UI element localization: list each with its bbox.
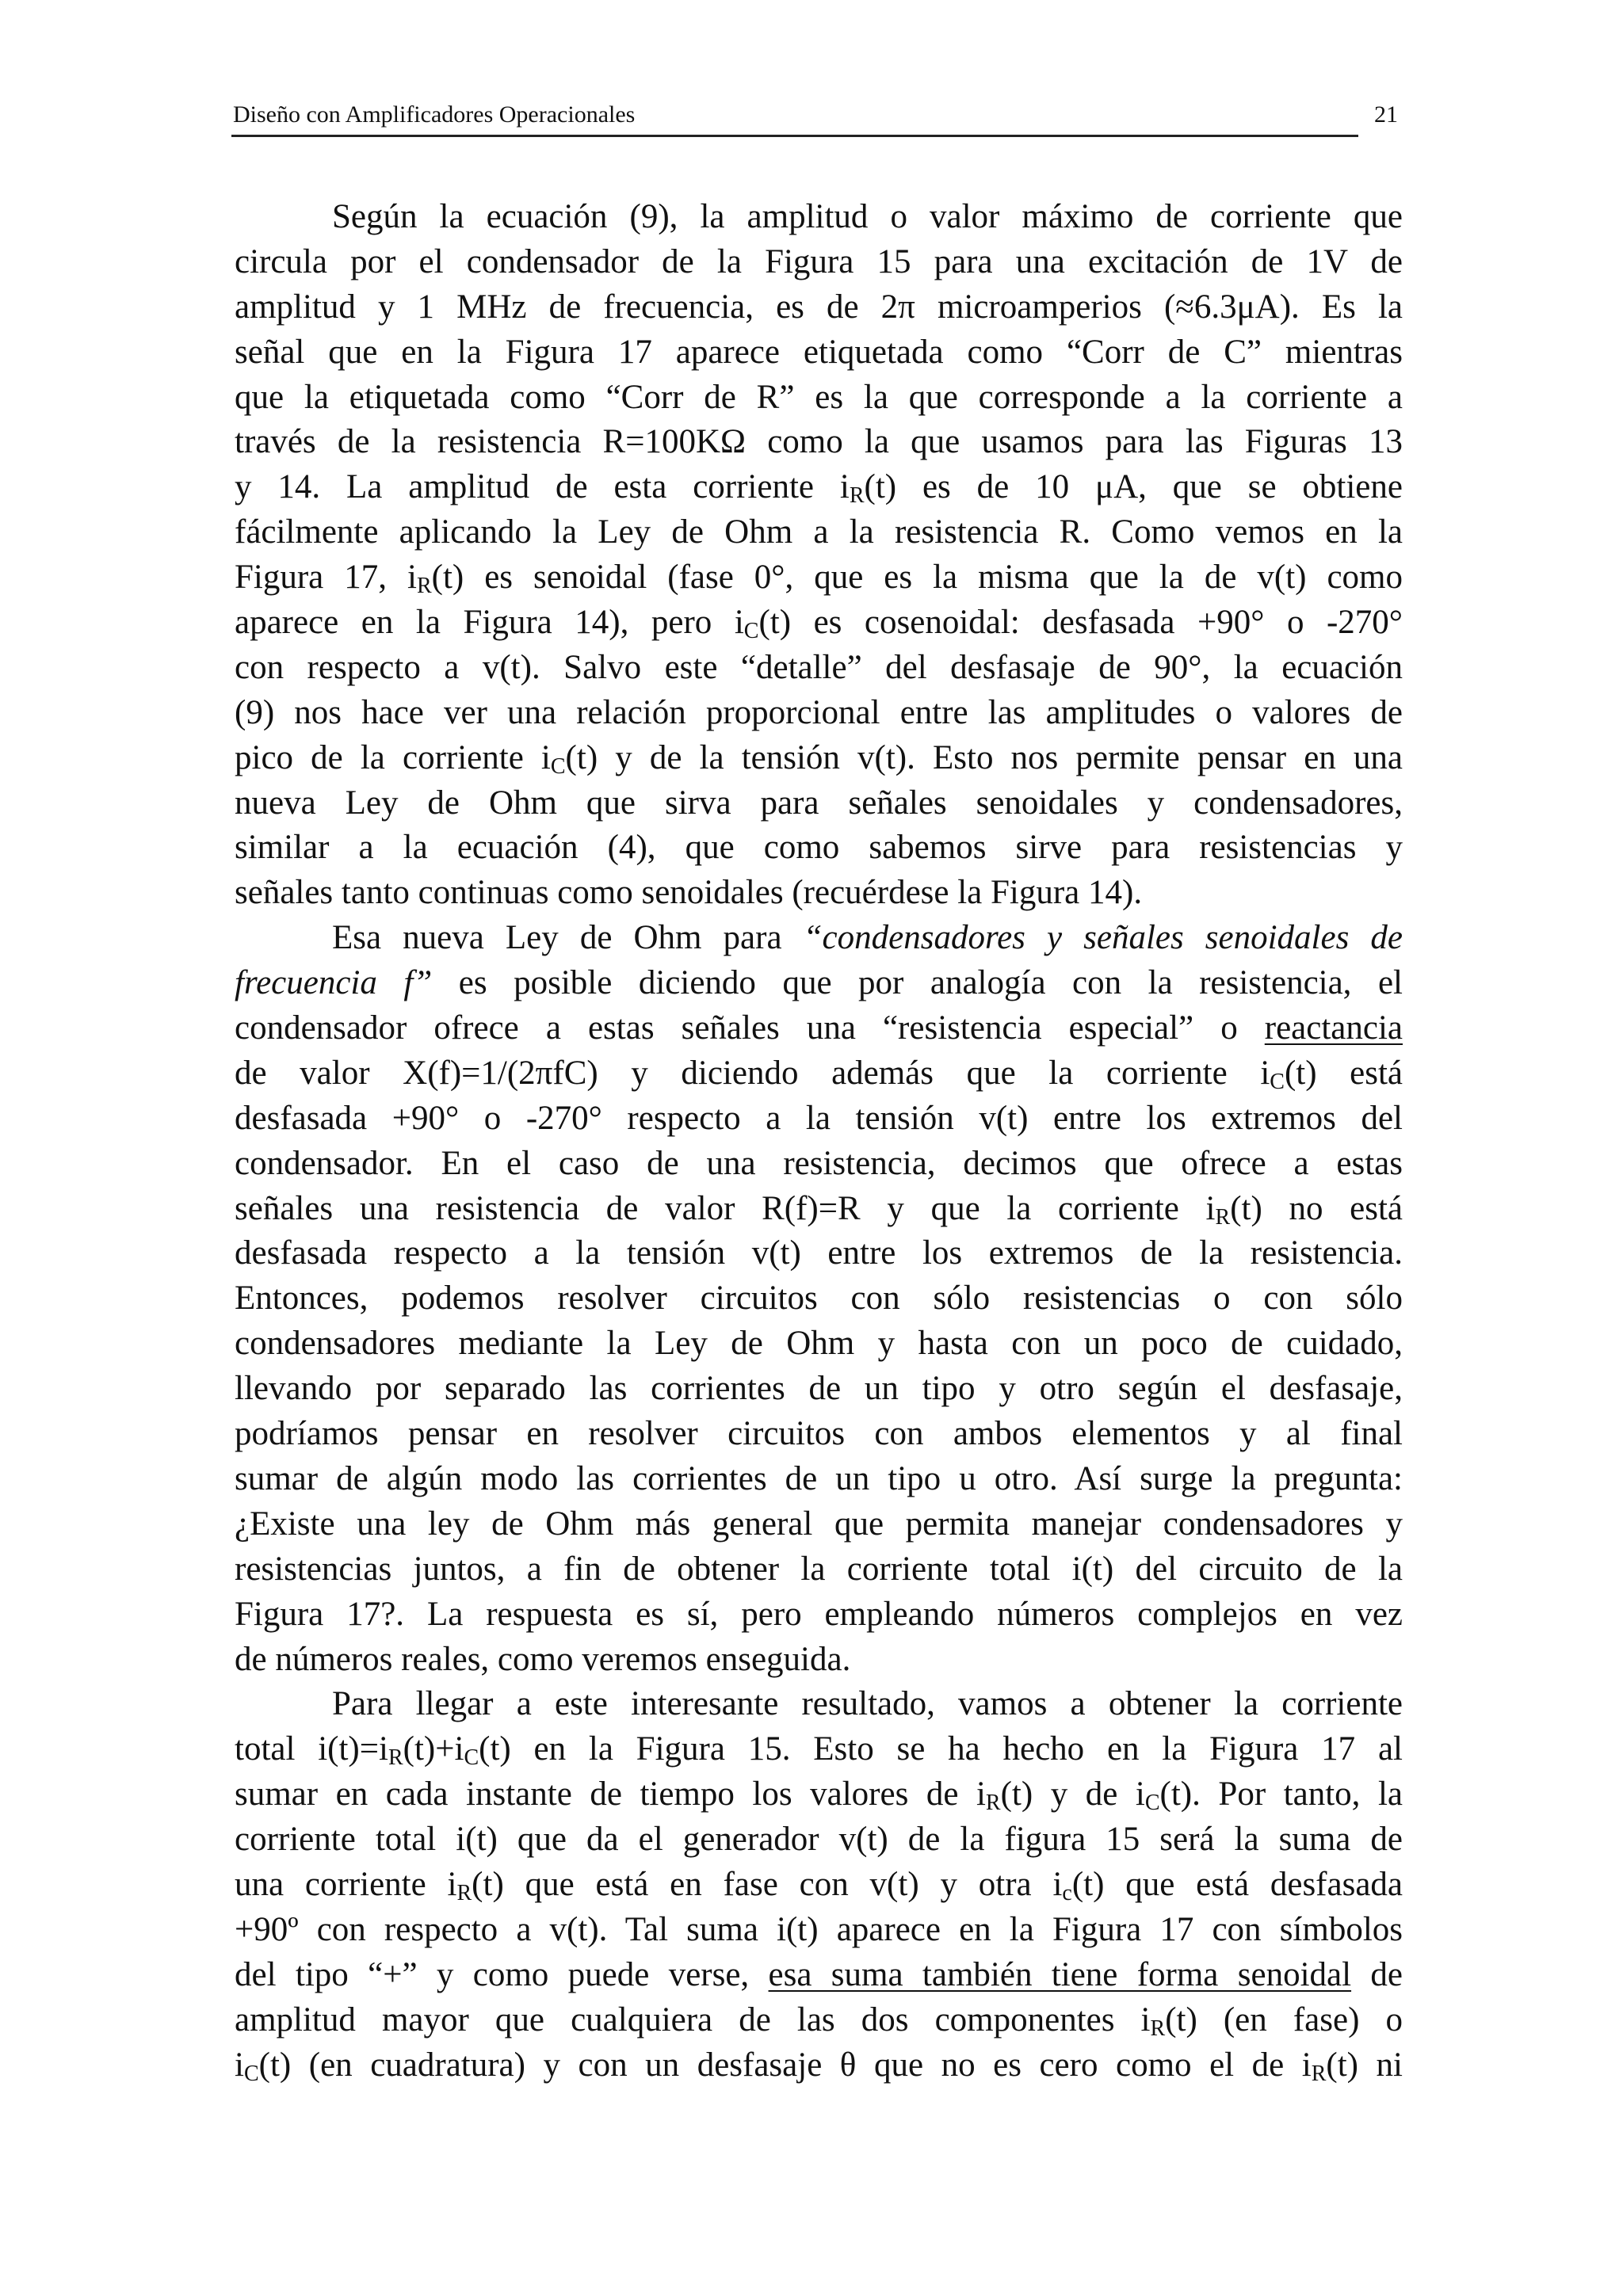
- text-line: que la etiquetada como “Corr de R” es la que corresponde a la corriente a: [235, 378, 1403, 416]
- text-span: (t) y de la tensión v(t). Esto nos permite pensar en una: [565, 738, 1403, 776]
- text-span: (t) y de i: [1000, 1775, 1145, 1814]
- text-line: [235, 1006, 1403, 1051]
- running-header: [231, 93, 1398, 137]
- text-span: i: [235, 2046, 244, 2084]
- subscript: C: [743, 619, 759, 644]
- text-span: es posible diciendo que por analogía con la resistencia, el: [432, 964, 1403, 1002]
- text-line: corriente total i(t) que da el generador v(t) de la figura 15 será la suma de: [235, 1821, 1403, 1859]
- body-text: [235, 195, 1403, 2088]
- subscript: R: [849, 483, 865, 509]
- header-title: Diseño con Amplificadores Operacionales: [233, 101, 636, 128]
- text-line: [235, 736, 1403, 781]
- text-line: fácilmente aplicando la Ley de Ohm a la resistencia R. Como vemos en la: [235, 513, 1403, 551]
- text-span: sumar en cada instante de tiempo los valores de i: [235, 1775, 986, 1814]
- subscript: C: [550, 753, 566, 779]
- text-line: [235, 1953, 1403, 1998]
- text-span: condensador ofrece a estas señales una “resistencia especial” o: [235, 1009, 1265, 1047]
- text-line: [235, 555, 1403, 601]
- text-line: [235, 1772, 1403, 1817]
- subscript: R: [1150, 2016, 1166, 2041]
- text-span: (t) no está: [1230, 1189, 1403, 1227]
- text-span: pico de la corriente i: [235, 738, 551, 776]
- underlined-text: esa suma también tiene forma senoidal: [768, 1955, 1352, 1993]
- text-line: [235, 465, 1403, 510]
- text-line: [235, 1998, 1403, 2043]
- text-span: (t) está: [1284, 1054, 1403, 1092]
- subscript: R: [1215, 1204, 1231, 1230]
- text-span: aparece en la Figura 14), pero i: [235, 604, 744, 642]
- italic-text: “condensadores y señales senoidales de: [803, 919, 1403, 957]
- text-span: señales una resistencia de valor R(f)=R y que la corriente i: [235, 1189, 1216, 1227]
- text-span: (t) (en cuadratura) y con un desfasaje θ que no es cero como el de i: [258, 2046, 1312, 2084]
- text-span: y 14. La amplitud de esta corriente i: [235, 468, 850, 506]
- text-line: señales tanto continuas como senoidales (recuérdese la Figura 14).: [235, 874, 1143, 912]
- text-line: [235, 1727, 1403, 1772]
- text-span: Figura 17, i: [235, 559, 417, 597]
- text-span: (t) es de 10 μA, que se obtiene: [864, 468, 1403, 506]
- text-line: podríamos pensar en resolver circuitos con ambos elementos y al final: [235, 1415, 1403, 1453]
- text-span: una corriente i: [235, 1865, 457, 1903]
- subscript: c: [1062, 1880, 1072, 1905]
- text-line: similar a la ecuación (4), que como sabemos sirve para resistencias y: [235, 829, 1403, 867]
- subscript: R: [456, 1880, 472, 1905]
- text-line: [235, 916, 1403, 961]
- text-span: Esa nueva Ley de Ohm para: [332, 919, 804, 957]
- text-span: total i(t)=i: [235, 1730, 388, 1768]
- text-span: del tipo “+” y como puede verse,: [235, 1955, 769, 1993]
- text-line: (9) nos hace ver una relación proporcional entre las amplitudes o valores de: [235, 693, 1403, 731]
- italic-text: frecuencia f”: [235, 964, 433, 1002]
- text-line: [235, 1863, 1403, 1908]
- subscript: R: [985, 1791, 1001, 1816]
- underlined-text: reactancia: [1264, 1009, 1403, 1047]
- text-line: sumar de algún modo las corrientes de un tipo u otro. Así surge la pregunta:: [235, 1459, 1403, 1497]
- text-line: condensadores mediante la Ley de Ohm y hasta con un poco de cuidado,: [235, 1325, 1403, 1363]
- text-line: nueva Ley de Ohm que sirva para señales senoidales y condensadores,: [235, 784, 1403, 822]
- text-span: (t). Por tanto, la: [1159, 1775, 1403, 1814]
- text-line: [235, 601, 1403, 646]
- text-line: [235, 961, 1403, 1006]
- text-line: través de la resistencia R=100KΩ como la que usamos para las Figuras 13: [235, 423, 1403, 461]
- text-span: (t) que está desfasada: [1071, 1865, 1403, 1903]
- text-span: (t) ni: [1326, 2046, 1403, 2084]
- text-line: amplitud y 1 MHz de frecuencia, es de 2π microamperios (≈6.3μA). Es la: [235, 288, 1403, 326]
- subscript: C: [1144, 1791, 1160, 1816]
- text-line: ¿Existe una ley de Ohm más general que permita manejar condensadores y: [235, 1505, 1403, 1543]
- text-line: [235, 1051, 1403, 1097]
- text-line: resistencias juntos, a fin de obtener la corriente total i(t) del circuito de la: [235, 1550, 1403, 1588]
- text-span: (t) es cosenoidal: desfasada +90° o -270°: [758, 604, 1403, 642]
- subscript: C: [1270, 1069, 1285, 1094]
- text-line: señal que en la Figura 17 aparece etiquetada como “Corr de C” mientras: [235, 333, 1403, 371]
- text-span: amplitud mayor que cualquiera de las dos componentes i: [235, 2000, 1151, 2039]
- text-span: (t)+i: [403, 1730, 464, 1768]
- text-line: condensador. En el caso de una resistencia, decimos que ofrece a estas: [235, 1144, 1403, 1182]
- text-line: con respecto a v(t). Salvo este “detalle” del desfasaje de 90°, la ecuación: [235, 648, 1403, 686]
- subscript: R: [388, 1745, 403, 1771]
- text-line: circula por el condensador de la Figura 15 para una excitación de 1V de: [235, 242, 1403, 280]
- text-span: de valor X(f)=1/(2πfC) y diciendo además que la corriente i: [235, 1054, 1270, 1092]
- subscript: R: [1311, 2061, 1327, 2086]
- subscript: C: [464, 1745, 479, 1771]
- text-line: [235, 2043, 1403, 2088]
- text-line: desfasada +90° o -270° respecto a la tensión v(t) entre los extremos del: [235, 1099, 1403, 1137]
- text-line: Entonces, podemos resolver circuitos con sólo resistencias o con sólo: [235, 1280, 1403, 1318]
- text-line: Figura 17?. La respuesta es sí, pero empleando números complejos en vez: [235, 1595, 1403, 1633]
- text-span: (t) que está en fase con v(t) y otra i: [472, 1865, 1063, 1903]
- text-span: (t) es senoidal (fase 0°, que es la misma que la de v(t) como: [431, 559, 1403, 597]
- text-line: Según la ecuación (9), la amplitud o valor máximo de corriente que: [332, 198, 1403, 235]
- text-line: Para llegar a este interesante resultado, vamos a obtener la corriente: [332, 1685, 1403, 1723]
- text-span: (t) (en fase) o: [1165, 2000, 1403, 2039]
- text-line: [235, 1187, 1403, 1232]
- text-span: (t) en la Figura 15. Esto se ha hecho en la Figura 17 al: [479, 1730, 1403, 1768]
- text-line: desfasada respecto a la tensión v(t) entre los extremos de la resistencia.: [235, 1234, 1403, 1272]
- text-line: de números reales, como veremos enseguida.: [235, 1640, 851, 1678]
- text-line: llevando por separado las corrientes de un tipo y otro según el desfasaje,: [235, 1370, 1403, 1408]
- text-line: +90º con respecto a v(t). Tal suma i(t) aparece en la Figura 17 con símbolos: [235, 1910, 1403, 1948]
- text-span: de: [1351, 1955, 1403, 1993]
- page-number: 21: [1374, 101, 1398, 128]
- subscript: R: [416, 574, 432, 599]
- subscript: C: [243, 2061, 259, 2086]
